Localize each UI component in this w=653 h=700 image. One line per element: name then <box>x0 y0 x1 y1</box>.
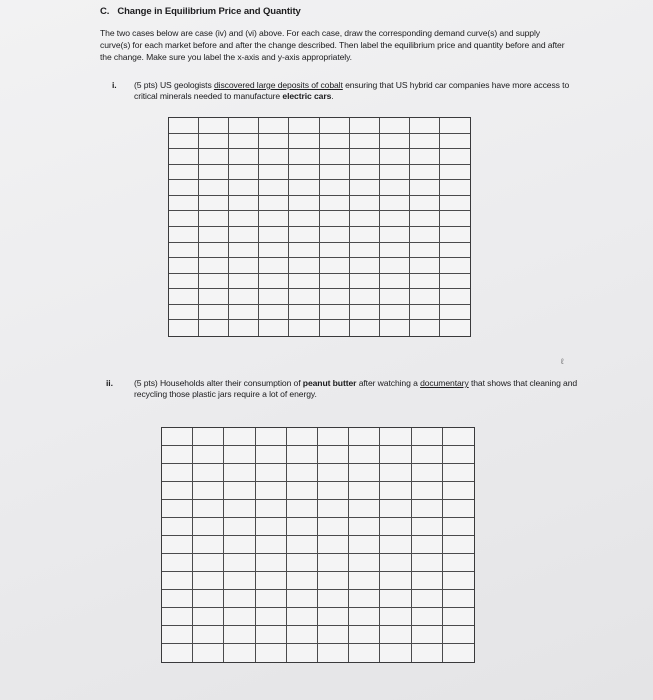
grid-cell[interactable] <box>350 243 380 259</box>
grid-cell[interactable] <box>440 180 470 196</box>
grid-cell[interactable] <box>289 227 319 243</box>
grid-cell[interactable] <box>259 180 289 196</box>
grid-cell[interactable] <box>224 626 255 644</box>
grid-cell[interactable] <box>259 165 289 181</box>
grid-cell[interactable] <box>169 134 199 150</box>
grid-cell[interactable] <box>412 482 443 500</box>
grid-cell[interactable] <box>320 227 350 243</box>
grid-cell[interactable] <box>318 464 349 482</box>
grid-cell[interactable] <box>443 572 474 590</box>
grid-cell[interactable] <box>440 118 470 134</box>
grid-cell[interactable] <box>320 149 350 165</box>
grid-cell[interactable] <box>162 590 193 608</box>
grid-cell[interactable] <box>289 180 319 196</box>
grid-cell[interactable] <box>443 554 474 572</box>
grid-cell[interactable] <box>318 572 349 590</box>
grid-cell[interactable] <box>193 554 224 572</box>
grid-cell[interactable] <box>349 446 380 464</box>
grid-cell[interactable] <box>443 500 474 518</box>
graph-grid-i[interactable] <box>168 117 471 337</box>
instructions-paragraph: The two cases below are case (iv) and (vi) above. For each case, draw the corresponding demand curve(s) and supply curve(s) for each market before and after the change described. Then label the equilibrium price and quantity before and after the change. Make sure you label the x-axis and y-axis appropriately. <box>100 28 565 62</box>
grid-cell[interactable] <box>224 500 255 518</box>
grid-cell[interactable] <box>229 243 259 259</box>
grid-cell[interactable] <box>199 305 229 321</box>
grid-cell[interactable] <box>162 446 193 464</box>
grid-cell[interactable] <box>287 608 318 626</box>
grid-cell[interactable] <box>412 536 443 554</box>
grid-cell[interactable] <box>224 482 255 500</box>
grid-cell[interactable] <box>318 446 349 464</box>
question-text: (5 pts) US geologists discovered large deposits of cobalt ensuring that US hybrid car companies have more access to critical minerals needed to manufacture electric cars. <box>134 80 570 101</box>
grid-cell[interactable] <box>410 305 440 321</box>
grid-cell[interactable] <box>443 536 474 554</box>
grid-cell[interactable] <box>169 305 199 321</box>
grid-cell[interactable] <box>350 258 380 274</box>
grid-cell[interactable] <box>318 644 349 662</box>
grid-cell[interactable] <box>256 464 287 482</box>
grid-cell[interactable] <box>410 289 440 305</box>
grid-cell[interactable] <box>380 274 410 290</box>
grid-cell[interactable] <box>193 644 224 662</box>
grid-cell[interactable] <box>287 626 318 644</box>
grid-cell[interactable] <box>224 464 255 482</box>
grid-cell[interactable] <box>410 196 440 212</box>
grid-cell[interactable] <box>199 274 229 290</box>
grid-cell[interactable] <box>256 536 287 554</box>
grid-cell[interactable] <box>349 464 380 482</box>
grid-cell[interactable] <box>380 149 410 165</box>
grid-cell[interactable] <box>349 482 380 500</box>
grid-cell[interactable] <box>349 626 380 644</box>
grid-cell[interactable] <box>259 134 289 150</box>
grid-cell[interactable] <box>380 118 410 134</box>
grid-cell[interactable] <box>349 536 380 554</box>
grid-cell[interactable] <box>162 500 193 518</box>
grid-cell[interactable] <box>169 165 199 181</box>
grid-cell[interactable] <box>380 608 411 626</box>
grid-cell[interactable] <box>380 536 411 554</box>
grid-cell[interactable] <box>412 608 443 626</box>
grid-cell[interactable] <box>318 428 349 446</box>
grid-cell[interactable] <box>224 590 255 608</box>
grid-cell[interactable] <box>349 518 380 536</box>
grid-cell[interactable] <box>229 258 259 274</box>
grid-cell[interactable] <box>256 626 287 644</box>
grid-cell[interactable] <box>224 518 255 536</box>
grid-cell[interactable] <box>199 118 229 134</box>
grid-cell[interactable] <box>412 518 443 536</box>
grid-cell[interactable] <box>287 446 318 464</box>
grid-cell[interactable] <box>289 196 319 212</box>
grid-cell[interactable] <box>380 243 410 259</box>
grid-cell[interactable] <box>229 149 259 165</box>
grid-cell[interactable] <box>199 320 229 336</box>
grid-cell[interactable] <box>440 258 470 274</box>
grid-cell[interactable] <box>199 258 229 274</box>
grid-cell[interactable] <box>162 536 193 554</box>
grid-cell[interactable] <box>259 227 289 243</box>
grid-cell[interactable] <box>318 500 349 518</box>
grid-cell[interactable] <box>169 149 199 165</box>
grid-cell[interactable] <box>287 518 318 536</box>
grid-cell[interactable] <box>320 118 350 134</box>
grid-cell[interactable] <box>224 428 255 446</box>
grid-cell[interactable] <box>410 274 440 290</box>
grid-cell[interactable] <box>224 572 255 590</box>
grid-cell[interactable] <box>289 118 319 134</box>
grid-cell[interactable] <box>162 572 193 590</box>
grid-cell[interactable] <box>199 165 229 181</box>
grid-cell[interactable] <box>349 428 380 446</box>
grid-cell[interactable] <box>320 165 350 181</box>
grid-cell[interactable] <box>443 644 474 662</box>
grid-cell[interactable] <box>320 305 350 321</box>
grid-cell[interactable] <box>289 289 319 305</box>
underlined-phrase: discovered large deposits of cobalt <box>213 80 343 90</box>
grid-cell[interactable] <box>259 118 289 134</box>
grid-cell[interactable] <box>410 243 440 259</box>
grid-cell[interactable] <box>199 243 229 259</box>
grid-cell[interactable] <box>229 320 259 336</box>
grid-cell[interactable] <box>318 518 349 536</box>
grid-cell[interactable] <box>440 320 470 336</box>
grid-cell[interactable] <box>193 572 224 590</box>
grid-cell[interactable] <box>259 149 289 165</box>
grid-cell[interactable] <box>320 258 350 274</box>
grid-cell[interactable] <box>199 211 229 227</box>
grid-cell[interactable] <box>199 289 229 305</box>
grid-cell[interactable] <box>289 149 319 165</box>
grid-cell[interactable] <box>380 464 411 482</box>
grid-cell[interactable] <box>169 196 199 212</box>
grid-cell[interactable] <box>349 500 380 518</box>
grid-cell[interactable] <box>193 590 224 608</box>
grid-cell[interactable] <box>259 196 289 212</box>
grid-cell[interactable] <box>320 180 350 196</box>
grid-cell[interactable] <box>440 196 470 212</box>
grid-cell[interactable] <box>259 305 289 321</box>
section-title: Change in Equilibrium Price and Quantity <box>117 6 301 17</box>
underlined-phrase: documentary <box>420 378 469 388</box>
grid-cell[interactable] <box>199 196 229 212</box>
grid-cell[interactable] <box>289 320 319 336</box>
grid-cell[interactable] <box>287 536 318 554</box>
grid-cell[interactable] <box>162 482 193 500</box>
grid-cell[interactable] <box>318 482 349 500</box>
grid-cell[interactable] <box>380 289 410 305</box>
grid-cell[interactable] <box>349 572 380 590</box>
grid-cell[interactable] <box>229 165 259 181</box>
grid-cell[interactable] <box>162 626 193 644</box>
grid-cell[interactable] <box>193 626 224 644</box>
grid-cell[interactable] <box>349 590 380 608</box>
grid-cell[interactable] <box>350 274 380 290</box>
grid-cell[interactable] <box>412 428 443 446</box>
grid-cell[interactable] <box>162 428 193 446</box>
grid-cell[interactable] <box>380 196 410 212</box>
grid-cell[interactable] <box>380 227 410 243</box>
grid-cell[interactable] <box>443 428 474 446</box>
grid-cell[interactable] <box>193 464 224 482</box>
grid-cell[interactable] <box>287 590 318 608</box>
grid-cell[interactable] <box>259 243 289 259</box>
grid-cell[interactable] <box>229 134 259 150</box>
grid-cell[interactable] <box>380 518 411 536</box>
grid-cell[interactable] <box>287 644 318 662</box>
grid-cell[interactable] <box>287 428 318 446</box>
grid-cell[interactable] <box>440 289 470 305</box>
grid-cell[interactable] <box>256 608 287 626</box>
grid-cell[interactable] <box>318 590 349 608</box>
question-text: (5 pts) Households alter their consumption of peanut butter after watching a documentary that shows that cleaning and recycling those plastic jars require a lot of energy. <box>134 378 578 399</box>
graph-grid-ii[interactable] <box>161 427 475 663</box>
grid-cell[interactable] <box>229 305 259 321</box>
grid-cell[interactable] <box>259 320 289 336</box>
grid-cell[interactable] <box>199 180 229 196</box>
grid-cell[interactable] <box>224 608 255 626</box>
grid-cell[interactable] <box>256 644 287 662</box>
section-heading <box>100 6 301 17</box>
grid-cell[interactable] <box>350 211 380 227</box>
grid-cell[interactable] <box>410 258 440 274</box>
grid-cell[interactable] <box>229 274 259 290</box>
grid-cell[interactable] <box>440 211 470 227</box>
question-ii <box>106 378 596 404</box>
grid-cell[interactable] <box>350 227 380 243</box>
grid-cell[interactable] <box>440 149 470 165</box>
grid-cell[interactable] <box>224 536 255 554</box>
grid-cell[interactable] <box>199 227 229 243</box>
grid-cell[interactable] <box>320 211 350 227</box>
grid-cell[interactable] <box>318 626 349 644</box>
grid-cell[interactable] <box>380 258 410 274</box>
grid-cell[interactable] <box>350 134 380 150</box>
grid-cell[interactable] <box>350 165 380 181</box>
grid-cell[interactable] <box>440 227 470 243</box>
grid-cell[interactable] <box>193 518 224 536</box>
grid-cell[interactable] <box>199 149 229 165</box>
grid-cell[interactable] <box>380 644 411 662</box>
grid-cell[interactable] <box>259 211 289 227</box>
grid-cell[interactable] <box>229 227 259 243</box>
grid-cell[interactable] <box>169 320 199 336</box>
grid-cell[interactable] <box>410 118 440 134</box>
grid-cell[interactable] <box>380 180 410 196</box>
grid-cell[interactable] <box>320 134 350 150</box>
grid-cell[interactable] <box>320 243 350 259</box>
grid-cell[interactable] <box>229 196 259 212</box>
grid-cell[interactable] <box>256 518 287 536</box>
grid-cell[interactable] <box>350 180 380 196</box>
grid-cell[interactable] <box>412 500 443 518</box>
grid-cell[interactable] <box>443 446 474 464</box>
grid-cell[interactable] <box>224 554 255 572</box>
grid-cell[interactable] <box>443 518 474 536</box>
grid-cell[interactable] <box>224 446 255 464</box>
grid-cell[interactable] <box>412 644 443 662</box>
grid-cell[interactable] <box>380 134 410 150</box>
grid-cell[interactable] <box>229 289 259 305</box>
grid-cell[interactable] <box>410 227 440 243</box>
grid-cell[interactable] <box>410 180 440 196</box>
grid-cell[interactable] <box>193 482 224 500</box>
grid-cell[interactable] <box>256 428 287 446</box>
grid-cell[interactable] <box>410 149 440 165</box>
grid-cell[interactable] <box>162 608 193 626</box>
grid-cell[interactable] <box>169 258 199 274</box>
grid-cell[interactable] <box>412 626 443 644</box>
grid-cell[interactable] <box>412 446 443 464</box>
grid-cell[interactable] <box>380 428 411 446</box>
grid-cell[interactable] <box>320 196 350 212</box>
grid-cell[interactable] <box>289 305 319 321</box>
grid-cell[interactable] <box>380 572 411 590</box>
grid-cell[interactable] <box>380 320 410 336</box>
grid-cell[interactable] <box>318 554 349 572</box>
grid-cell[interactable] <box>193 608 224 626</box>
grid-cell[interactable] <box>289 258 319 274</box>
grid-cell[interactable] <box>318 536 349 554</box>
grid-cell[interactable] <box>350 118 380 134</box>
grid-cell[interactable] <box>193 428 224 446</box>
grid-cell[interactable] <box>162 464 193 482</box>
grid-cell[interactable] <box>349 644 380 662</box>
grid-cell[interactable] <box>443 590 474 608</box>
section-letter: C. <box>100 6 110 17</box>
grid-cell[interactable] <box>259 289 289 305</box>
grid-cell[interactable] <box>410 134 440 150</box>
grid-cell[interactable] <box>256 482 287 500</box>
grid-cell[interactable] <box>410 320 440 336</box>
grid-cell[interactable] <box>193 500 224 518</box>
grid-cell[interactable] <box>380 305 410 321</box>
grid-cell[interactable] <box>289 274 319 290</box>
bold-phrase: electric cars <box>282 91 332 101</box>
grid-cell[interactable] <box>320 289 350 305</box>
grid-cell[interactable] <box>169 227 199 243</box>
grid-cell[interactable] <box>289 134 319 150</box>
grid-cell[interactable] <box>289 243 319 259</box>
grid-cell[interactable] <box>287 572 318 590</box>
grid-cell[interactable] <box>287 464 318 482</box>
grid-cell[interactable] <box>287 482 318 500</box>
grid-cell[interactable] <box>256 590 287 608</box>
grid-cell[interactable] <box>380 446 411 464</box>
grid-cell[interactable] <box>410 165 440 181</box>
grid-cell[interactable] <box>412 554 443 572</box>
grid-cell[interactable] <box>443 482 474 500</box>
grid-cell[interactable] <box>380 165 410 181</box>
grid-cell[interactable] <box>350 305 380 321</box>
grid-cell[interactable] <box>349 554 380 572</box>
grid-cell[interactable] <box>224 644 255 662</box>
grid-cell[interactable] <box>380 482 411 500</box>
grid-cell[interactable] <box>169 243 199 259</box>
grid-cell[interactable] <box>440 243 470 259</box>
grid-cell[interactable] <box>412 572 443 590</box>
grid-cell[interactable] <box>412 590 443 608</box>
grid-cell[interactable] <box>169 289 199 305</box>
grid-cell[interactable] <box>256 554 287 572</box>
grid-cell[interactable] <box>162 554 193 572</box>
grid-cell[interactable] <box>256 500 287 518</box>
grid-cell[interactable] <box>318 608 349 626</box>
grid-cell[interactable] <box>169 274 199 290</box>
grid-cell[interactable] <box>350 320 380 336</box>
grid-cell[interactable] <box>193 536 224 554</box>
grid-cell[interactable] <box>256 572 287 590</box>
grid-cell[interactable] <box>410 211 440 227</box>
grid-cell[interactable] <box>320 320 350 336</box>
bold-phrase: peanut butter <box>302 378 357 388</box>
grid-cell[interactable] <box>350 149 380 165</box>
grid-cell[interactable] <box>199 134 229 150</box>
grid-cell[interactable] <box>259 258 289 274</box>
grid-cell[interactable] <box>443 626 474 644</box>
grid-cell[interactable] <box>380 500 411 518</box>
question-i <box>112 80 592 106</box>
grid-cell[interactable] <box>229 118 259 134</box>
question-number: ii. <box>106 378 113 388</box>
grid-cell[interactable] <box>162 518 193 536</box>
grid-cell[interactable] <box>193 446 224 464</box>
grid-cell[interactable] <box>259 274 289 290</box>
grid-cell[interactable] <box>287 500 318 518</box>
grid-cell[interactable] <box>443 464 474 482</box>
grid-cell[interactable] <box>440 305 470 321</box>
grid-cell[interactable] <box>443 608 474 626</box>
grid-cell[interactable] <box>289 165 319 181</box>
grid-cell[interactable] <box>229 180 259 196</box>
grid-cell[interactable] <box>169 118 199 134</box>
grid-cell[interactable] <box>289 211 319 227</box>
grid-cell[interactable] <box>169 180 199 196</box>
grid-cell[interactable] <box>349 608 380 626</box>
grid-cell[interactable] <box>287 554 318 572</box>
grid-cell[interactable] <box>350 289 380 305</box>
grid-cell[interactable] <box>412 464 443 482</box>
stray-mark: ℓ <box>561 357 564 366</box>
grid-cell[interactable] <box>169 211 199 227</box>
grid-cell[interactable] <box>350 196 380 212</box>
grid-cell[interactable] <box>380 626 411 644</box>
grid-cell[interactable] <box>256 446 287 464</box>
grid-cell[interactable] <box>440 134 470 150</box>
grid-cell[interactable] <box>440 274 470 290</box>
grid-cell[interactable] <box>162 644 193 662</box>
grid-cell[interactable] <box>380 590 411 608</box>
grid-cell[interactable] <box>380 554 411 572</box>
grid-cell[interactable] <box>380 211 410 227</box>
grid-cell[interactable] <box>229 211 259 227</box>
question-number: i. <box>112 80 117 90</box>
grid-cell[interactable] <box>320 274 350 290</box>
grid-cell[interactable] <box>440 165 470 181</box>
